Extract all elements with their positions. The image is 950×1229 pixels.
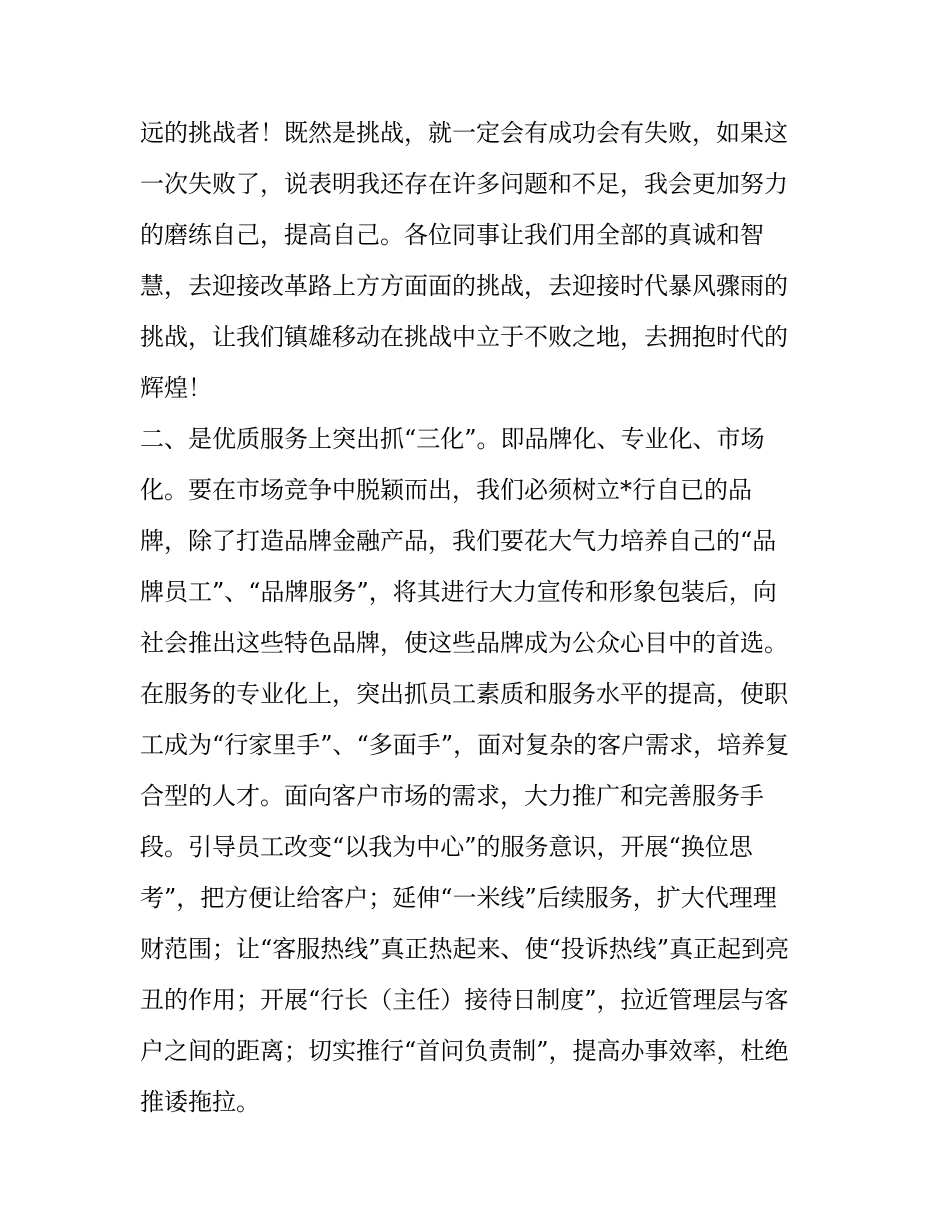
text-line: 考”，把方便让给客户；延伸“一米线”后续服务，扩大代理理 [140, 884, 777, 912]
text-line: 丑的作用；开展“行长（主任）接待日制度”，拉近管理层与客 [140, 986, 789, 1014]
text-line: 远的挑战者！既然是挑战，就一定会有成功会有失败，如果这 [140, 119, 788, 147]
text-line: 户之间的距离；切实推行“首问负责制”，提高办事效率，杜绝 [140, 1037, 789, 1065]
text-line: 一次失败了，说表明我还存在许多问题和不足，我会更加努力 [140, 170, 788, 198]
text-line: 工成为“行家里手”、“多面手”，面对复杂的客户需求，培养复 [140, 731, 790, 759]
text-line: 推诿拖拉。 [140, 1088, 260, 1116]
text-line: 社会推出这些特色品牌，使这些品牌成为公众心目中的首选。 [140, 629, 788, 657]
text-line: 挑战，让我们镇雄移动在挑战中立于不败之地，去拥抱时代的 [140, 323, 788, 351]
text-line: 合型的人才。面向客户市场的需求，大力推广和完善服务手 [140, 782, 764, 810]
text-line: 财范围；让“客服热线”真正热起来、使“投诉热线”真正起到亮 [140, 935, 790, 963]
text-line: 段。引导员工改变“以我为中心”的服务意识，开展“换位思 [140, 833, 753, 861]
section-heading-line: 二、是优质服务上突出抓“三化”。即品牌化、专业化、市场 [140, 425, 765, 453]
body-text [140, 108, 830, 1128]
text-line: 的磨练自己，提高自己。各位同事让我们用全部的真诚和智 [140, 221, 764, 249]
text-line: 辉煌！ [140, 374, 212, 402]
text-line: 化。要在市场竞争中脱颖而出，我们必须树立*行自已的品 [140, 476, 752, 504]
text-line: 慧，去迎接改革路上方方面面的挑战，去迎接时代暴风骤雨的 [140, 272, 788, 300]
text-line: 牌员工”、“品牌服务”，将其进行大力宣传和形象包装后，向 [140, 578, 777, 606]
text-line: 在服务的专业化上，突出抓员工素质和服务水平的提高，使职 [140, 680, 788, 708]
text-line: 牌，除了打造品牌金融产品，我们要花大气力培养自己的“品 [140, 527, 777, 555]
